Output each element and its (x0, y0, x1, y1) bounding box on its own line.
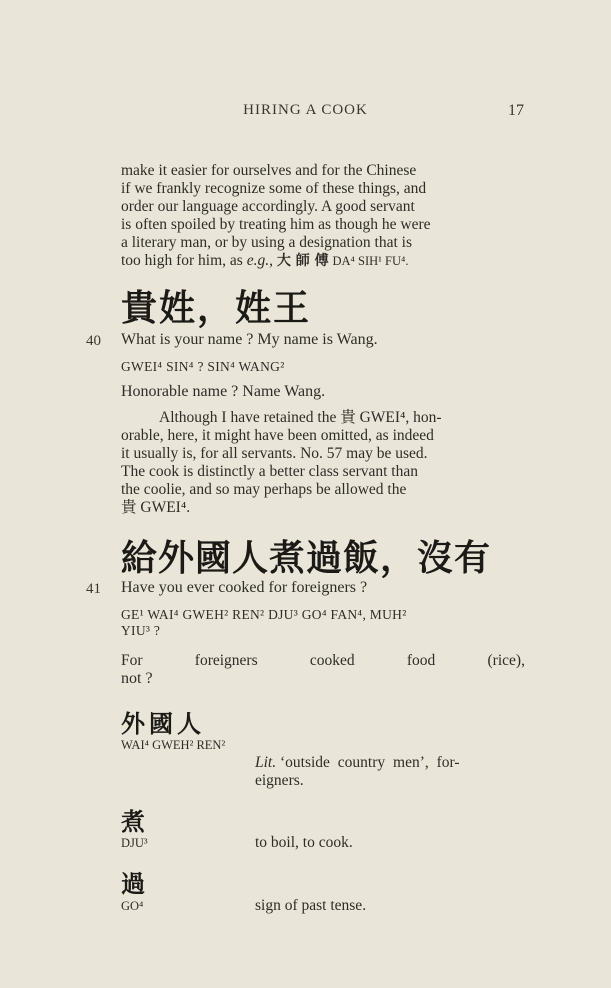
definition-text: ‘outside country men’, for- (279, 754, 460, 771)
romanization: DA⁴ SIH¹ FU⁴. (332, 254, 409, 268)
note-line: 貴 GWEI⁴. (121, 499, 191, 516)
intro-last-text: too high for him, as (121, 252, 247, 269)
intro-last-line (121, 252, 525, 270)
phrase-40-literal: Honorable name ? Name Wang. (121, 383, 326, 400)
vocab-romanization: WAI⁴ GWEH² REN² (121, 738, 226, 752)
phrase-40-number: 40 (86, 333, 101, 349)
vocab-definition: sign of past tense. (255, 897, 367, 914)
vocab-romanization: GO⁴ (121, 899, 144, 913)
vocab-definition (255, 754, 525, 790)
vocab-characters: 外國人 (121, 710, 205, 738)
note-line: the coolie, and so may perhaps be allowed the (121, 481, 407, 498)
vocab-characters: 過 (121, 870, 145, 898)
phrase-41-literal (121, 652, 525, 670)
intro-paragraph (121, 162, 525, 270)
vocab-definition: to boil, to cook. (255, 834, 353, 851)
page-number: 17 (508, 102, 524, 119)
romanization-line: YIU³ ? (121, 623, 161, 638)
literal-word: cooked (309, 652, 355, 669)
intro-line: order our language accordingly. A good servant (121, 198, 415, 215)
eg-abbrev: e.g., (246, 252, 273, 269)
phrase-41-romanization (121, 607, 526, 639)
intro-line: if we frankly recognize some of these things, and (121, 180, 427, 197)
phrase-41-literal-line2: not ? (121, 670, 153, 687)
lit-label: Lit. (255, 754, 277, 771)
note-line: The cook is distinctly a better class servant than (121, 463, 418, 480)
definition-text: eigners. (255, 772, 304, 789)
intro-line: make it easier for ourselves and for the Chinese (121, 162, 417, 179)
note-line: orable, here, it might have been omitted, as indeed (121, 427, 434, 444)
literal-word: foreigners (194, 652, 258, 669)
intro-line: is often spoiled by treating him as though he were (121, 216, 431, 233)
note-line: Although I have retained the 貴 GWEI⁴, hon- (159, 409, 442, 426)
literal-word: For (121, 652, 143, 669)
phrase-40-characters: 貴姓，姓王 (121, 288, 312, 329)
romanization-line: GE¹ WAI⁴ GWEH² REN² DJU³ GO⁴ FAN⁴, MUH² (121, 607, 407, 622)
running-header: HIRING A COOK (243, 102, 368, 118)
vocab-romanization: DJU³ (121, 836, 148, 850)
phrase-40-english: What is your name ? My name is Wang. (121, 331, 378, 348)
cjk-term: 大 師 傅 (276, 253, 329, 269)
literal-word: (rice), (487, 652, 525, 669)
phrase-41-number: 41 (86, 581, 101, 597)
phrase-40-romanization: GWEI⁴ SIN⁴ ? SIN⁴ WANG² (121, 359, 285, 374)
intro-line: a literary man, or by using a designation that is (121, 234, 412, 251)
literal-word: food (406, 652, 436, 669)
phrase-41-english: Have you ever cooked for foreigners ? (121, 579, 368, 596)
vocab-characters: 煮 (121, 808, 145, 836)
phrase-40-note (121, 409, 525, 517)
note-line: it usually is, for all servants. No. 57 may be used. (121, 445, 428, 462)
phrase-41-characters: 給外國人煮過飯，沒有 (121, 538, 492, 579)
